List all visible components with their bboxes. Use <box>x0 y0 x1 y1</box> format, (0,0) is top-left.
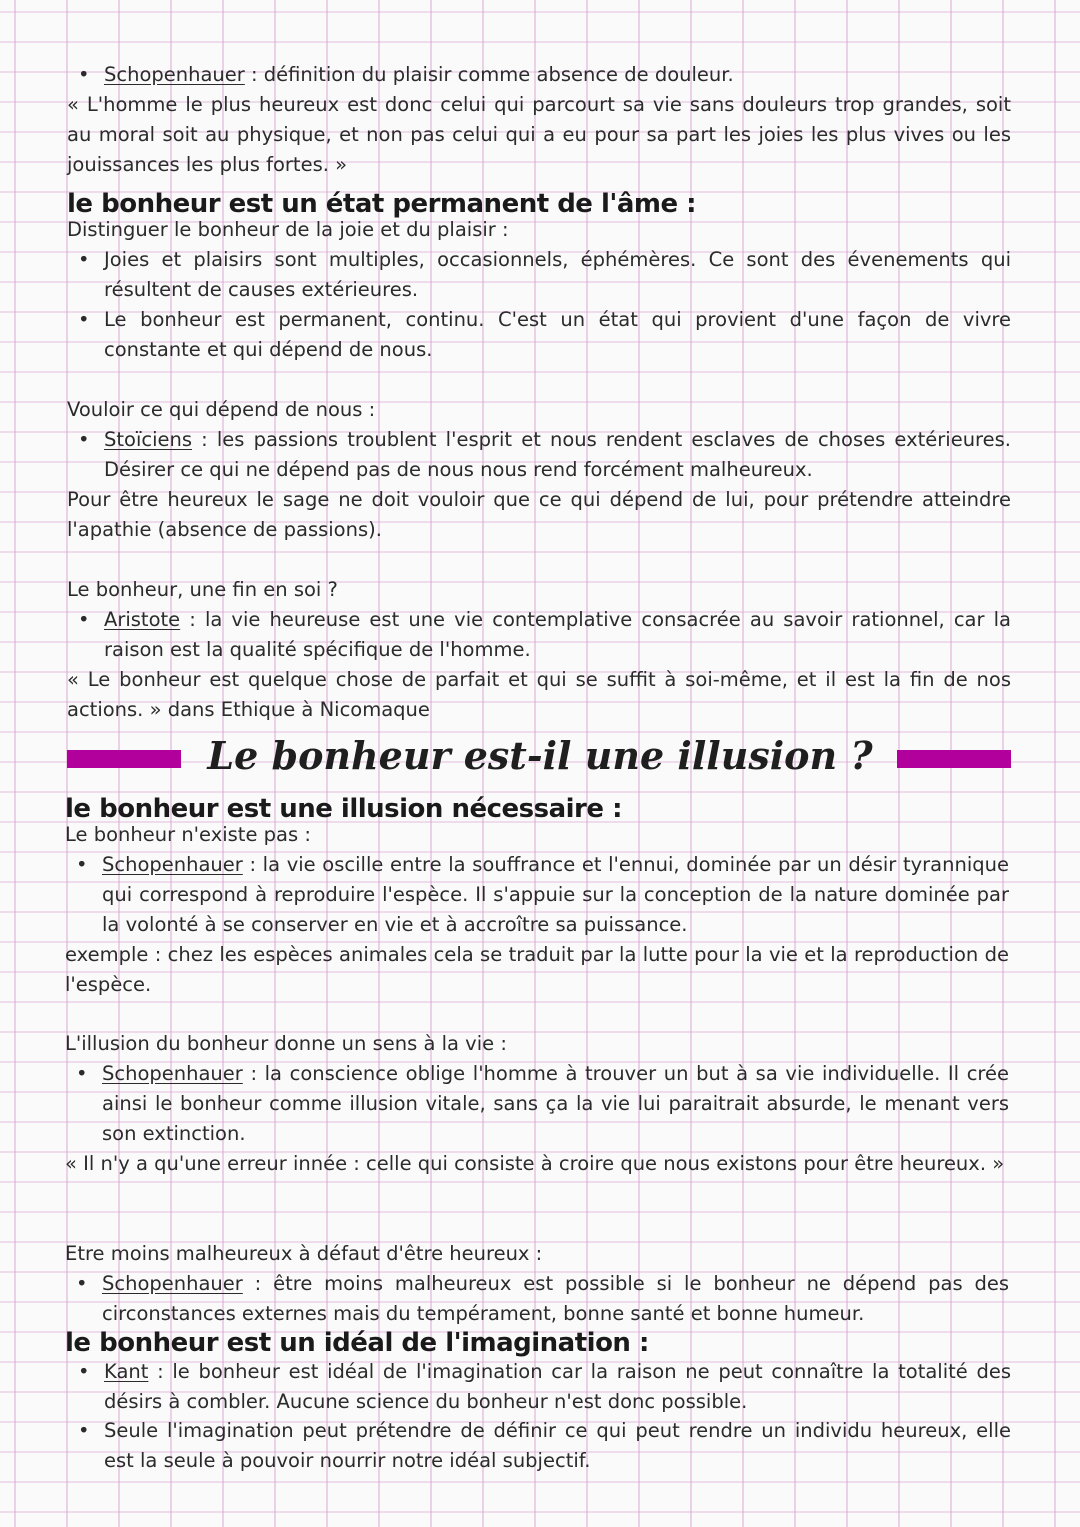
philosopher-name: Schopenhauer <box>102 1062 243 1085</box>
bullet-text: : être moins malheureux est possible si le bonheur ne dépend pas des circonstances externes mais du tempérament, bonne santé et bonne humeur. <box>102 1272 1009 1325</box>
philosopher-name: Schopenhauer <box>104 63 245 86</box>
bullet-aristote <box>104 605 1011 665</box>
philosopher-name: Schopenhauer <box>102 853 243 876</box>
bullet-joies-plaisirs: • Joies et plaisirs sont multiples, occasionnels, éphémères. Ce sont des évenements qui résultent de causes extérieures. <box>104 245 1011 305</box>
bullet-text: : la vie heureuse est une vie contemplative consacrée au savoir rationnel, car la raison est la qualité spécifique de l'homme. <box>104 608 1011 661</box>
accent-bar-left <box>67 750 181 768</box>
bullet-kant <box>104 1357 1011 1417</box>
intro-distinguer: Distinguer le bonheur de la joie et du plaisir : <box>67 218 509 241</box>
bullet-schopenhauer-temperament <box>102 1269 1009 1329</box>
quote-schopenhauer-1: « L'homme le plus heureux est donc celui qui parcourt sa vie sans douleurs trop grandes, soit au moral soit au physique, et non pas celui qui a eu pour sa part les joies les plus vives ou les jouissances les plus fortes. » <box>67 93 1011 176</box>
bullet-bonheur-permanent: • Le bonheur est permanent, continu. C'est un état qui provient d'une façon de vivre constante et qui dépend de nous. <box>104 305 1011 365</box>
para-exemple: exemple : chez les espèces animales cela se traduit par la lutte pour la vie et la reproduction de l'espèce. <box>65 943 1009 996</box>
bullet-text: : définition du plaisir comme absence de douleur. <box>244 63 734 86</box>
bullet-schopenhauer-vie <box>102 850 1009 940</box>
philosopher-name: Stoïciens <box>104 428 193 451</box>
intro-illusion-sens: L'illusion du bonheur donne un sens à la vie : <box>65 1032 507 1055</box>
page-title: Le bonheur est-il une illusion ? <box>207 733 873 778</box>
bullet-schopenhauer-plaisir <box>104 60 1011 90</box>
heading-illusion-necessaire: le bonheur est une illusion nécessaire : <box>65 794 622 824</box>
philosopher-name: Schopenhauer <box>102 1272 243 1295</box>
bullet-stoiciens <box>104 425 1011 485</box>
bullet-schopenhauer-conscience <box>102 1059 1009 1149</box>
bullet-text: : la vie oscille entre la souffrance et l'ennui, dominée par un désir tyrannique qui correspond à reproduire l'espèce. Il s'appuie sur la conception de la nature dominée par la volonté à se conserver en vie et à accroître sa puissance. <box>102 853 1009 936</box>
bullet-text: : les passions troublent l'esprit et nous rendent esclaves de choses extérieures. Désirer ce qui ne dépend pas de nous nous rend forcément malheureux. <box>104 428 1011 481</box>
bullet-text: : le bonheur est idéal de l'imagination car la raison ne peut connaître la totalité des désirs à combler. Aucune science du bonheur n'est donc possible. <box>104 1360 1011 1413</box>
bullet-imagination: • Seule l'imagination peut prétendre de définir ce qui peut rendre un individu heureux, elle est la seule à pouvoir nourrir notre idéal subjectif. <box>104 1416 1011 1476</box>
bullet-text: : la conscience oblige l'homme à trouver un but à sa vie individuelle. Il crée ainsi le bonheur comme illusion vitale, sans ça la vie lui paraitrait absurde, le menant vers son extinction. <box>102 1062 1009 1145</box>
accent-bar-right <box>897 750 1011 768</box>
heading-etat-permanent: le bonheur est un état permanent de l'âme : <box>67 189 697 219</box>
intro-fin-en-soi: Le bonheur, une fin en soi ? <box>67 578 338 601</box>
heading-ideal-imagination: le bonheur est un idéal de l'imagination : <box>65 1328 649 1358</box>
para-sage: Pour être heureux le sage ne doit vouloir que ce qui dépend de lui, pour prétendre atteindre l'apathie (absence de passions). <box>67 488 1011 541</box>
intro-bonheur-existe-pas: Le bonheur n'existe pas : <box>65 823 311 846</box>
quote-aristote: « Le bonheur est quelque chose de parfait et qui se suffit à soi-même, et il est la fin de nos actions. » dans Ethique à Nicomaque <box>67 668 1011 721</box>
intro-moins-malheureux: Etre moins malheureux à défaut d'être heureux : <box>65 1242 543 1265</box>
philosopher-name: Aristote <box>104 608 181 631</box>
philosopher-name: Kant <box>104 1360 149 1383</box>
quote-erreur-innee: « Il n'y a qu'une erreur innée : celle qui consiste à croire que nous existons pour être heureux. » <box>65 1152 1005 1175</box>
intro-vouloir: Vouloir ce qui dépend de nous : <box>67 398 376 421</box>
